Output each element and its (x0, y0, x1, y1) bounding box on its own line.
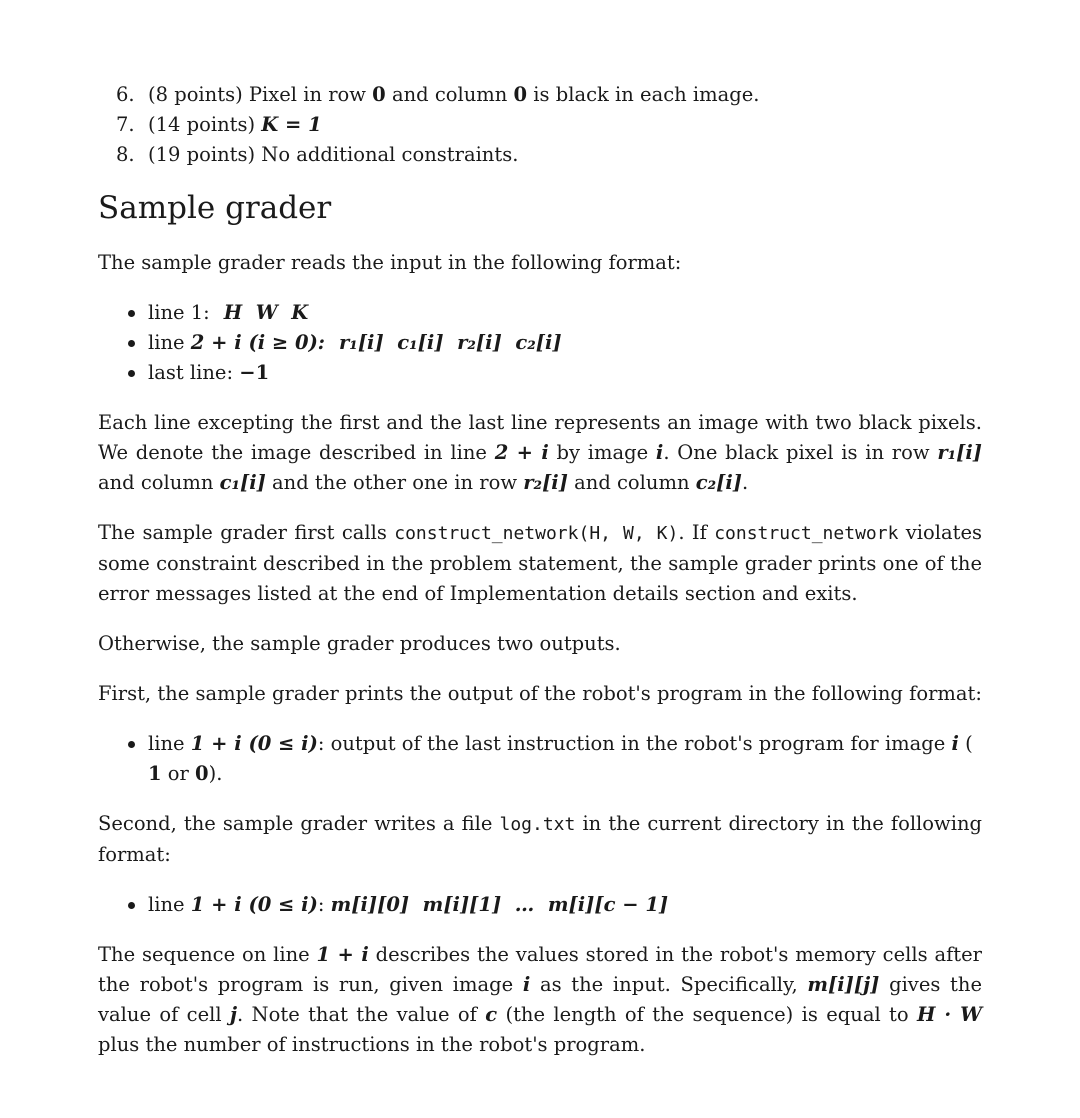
math-inline: 1 + i (316, 943, 369, 966)
math-inline: i (951, 732, 959, 755)
math-inline: i (522, 973, 531, 996)
text-run: . If (678, 521, 715, 544)
math-inline: 1 (148, 762, 162, 785)
subtask-text: Pixel in row (248, 83, 373, 106)
code-inline: construct_network(H, W, K) (394, 523, 679, 544)
log-line-item (98, 890, 982, 920)
subtask-item (98, 140, 982, 170)
input-line-item (98, 298, 982, 328)
text-run: by image (548, 441, 656, 464)
text-run: Each line excepting the first and the last line represents an image with two black pixels. We denote the image described in line (98, 411, 982, 464)
subtask-points: (14 points) (148, 113, 256, 136)
input-line-item (98, 358, 982, 388)
paragraph-log-file (98, 809, 982, 870)
text-run: and column (98, 471, 220, 494)
subtask-points: (8 points) (148, 83, 243, 106)
text-run: line (148, 732, 191, 755)
math-inline: 1 + i (0 ≤ i) (190, 732, 318, 755)
paragraph-image-description (98, 408, 982, 498)
line-label: line (148, 331, 191, 354)
math-inline: H W K (223, 301, 309, 324)
code-inline: log.txt (499, 814, 576, 835)
text-run: The sample grader first calls (98, 521, 395, 544)
math-inline: 0 (195, 762, 209, 785)
text-run: : output of the last instruction in the robot's program for image (317, 732, 952, 755)
intro-paragraph: The sample grader reads the input in the following format: (98, 251, 682, 274)
math-inline: m[i][0] m[i][1] … m[i][c − 1] (330, 893, 669, 916)
document-body (98, 80, 982, 1060)
text-run: The sequence on line (98, 943, 317, 966)
math-inline: c₂[i] (695, 471, 742, 494)
math-inline: K = 1 (261, 113, 322, 136)
subtask-list (98, 80, 982, 170)
text-run: (the length of the sequence) is equal to (497, 1003, 917, 1026)
paragraph-construct-network (98, 518, 982, 609)
section-heading: Sample grader (98, 190, 332, 226)
text-run: . One black pixel is in row (663, 441, 938, 464)
output-format-list (98, 729, 982, 789)
paragraph-first-output: First, the sample grader prints the output of the robot's program in the following format: (98, 682, 982, 705)
math-inline: 0 (372, 83, 386, 106)
input-format-list (98, 298, 982, 388)
text-run: describes the values stored in the robot's memory cells after the robot's program is run, given image (98, 943, 982, 996)
math-inline: c₁[i] (219, 471, 266, 494)
math-inline: r₁[i] c₁[i] r₂[i] c₂[i] (339, 331, 562, 354)
math-inline: 1 + i (0 ≤ i) (190, 893, 318, 916)
subtask-text: No additional constraints. (261, 143, 519, 166)
paragraph-outputs: Otherwise, the sample grader produces two outputs. (98, 632, 621, 655)
math-inline: 2 + i (494, 441, 549, 464)
subtask-points: (19 points) (148, 143, 256, 166)
text-run: ). (208, 762, 223, 785)
text-run: ( (958, 732, 973, 755)
subtask-number: 8. (116, 143, 135, 166)
text-run: gives the value of cell (98, 973, 982, 1026)
text-run: and the other one in row (265, 471, 524, 494)
math-inline: r₁[i] (937, 441, 982, 464)
math-inline: j (229, 1003, 237, 1026)
subtask-item (98, 80, 982, 110)
line-label: line 1: (148, 301, 210, 324)
math-inline: i (655, 441, 664, 464)
text-run: in the current directory in the following format: (98, 812, 982, 866)
math-inline: c (485, 1003, 498, 1026)
text-run: . (742, 471, 749, 494)
text-run: plus the number of instructions in the robot's program. (98, 1033, 646, 1056)
text-run: line (148, 893, 191, 916)
math-inline: 2 + i (i ≥ 0): (190, 331, 326, 354)
input-line-item (98, 328, 982, 358)
output-line-item (98, 729, 982, 789)
line-label: last line: (148, 361, 234, 384)
log-format-list (98, 890, 982, 920)
text-run: : (317, 893, 331, 916)
subtask-number: 7. (116, 113, 135, 136)
subtask-number: 6. (116, 83, 135, 106)
math-inline: H · W (916, 1003, 982, 1026)
text-run: . Note that the value of (237, 1003, 486, 1026)
math-inline: r₂[i] (523, 471, 568, 494)
math-inline: −1 (239, 361, 270, 384)
text-run: Second, the sample grader writes a file (98, 812, 500, 835)
subtask-text: and column (385, 83, 514, 106)
subtask-item (98, 110, 982, 140)
text-run: or (161, 762, 196, 785)
subtask-text: is black in each image. (527, 83, 760, 106)
text-run: as the input. Specifically, (530, 973, 808, 996)
text-run: violates some constraint described in the problem statement, the sample grader prints one of the error messages listed at the end of Implementation details section and exits. (98, 521, 983, 605)
paragraph-sequence (98, 940, 982, 1060)
math-inline: 0 (513, 83, 528, 106)
math-inline: m[i][j] (807, 973, 880, 996)
text-run: and column (567, 471, 696, 494)
code-inline: construct_network (714, 523, 899, 544)
